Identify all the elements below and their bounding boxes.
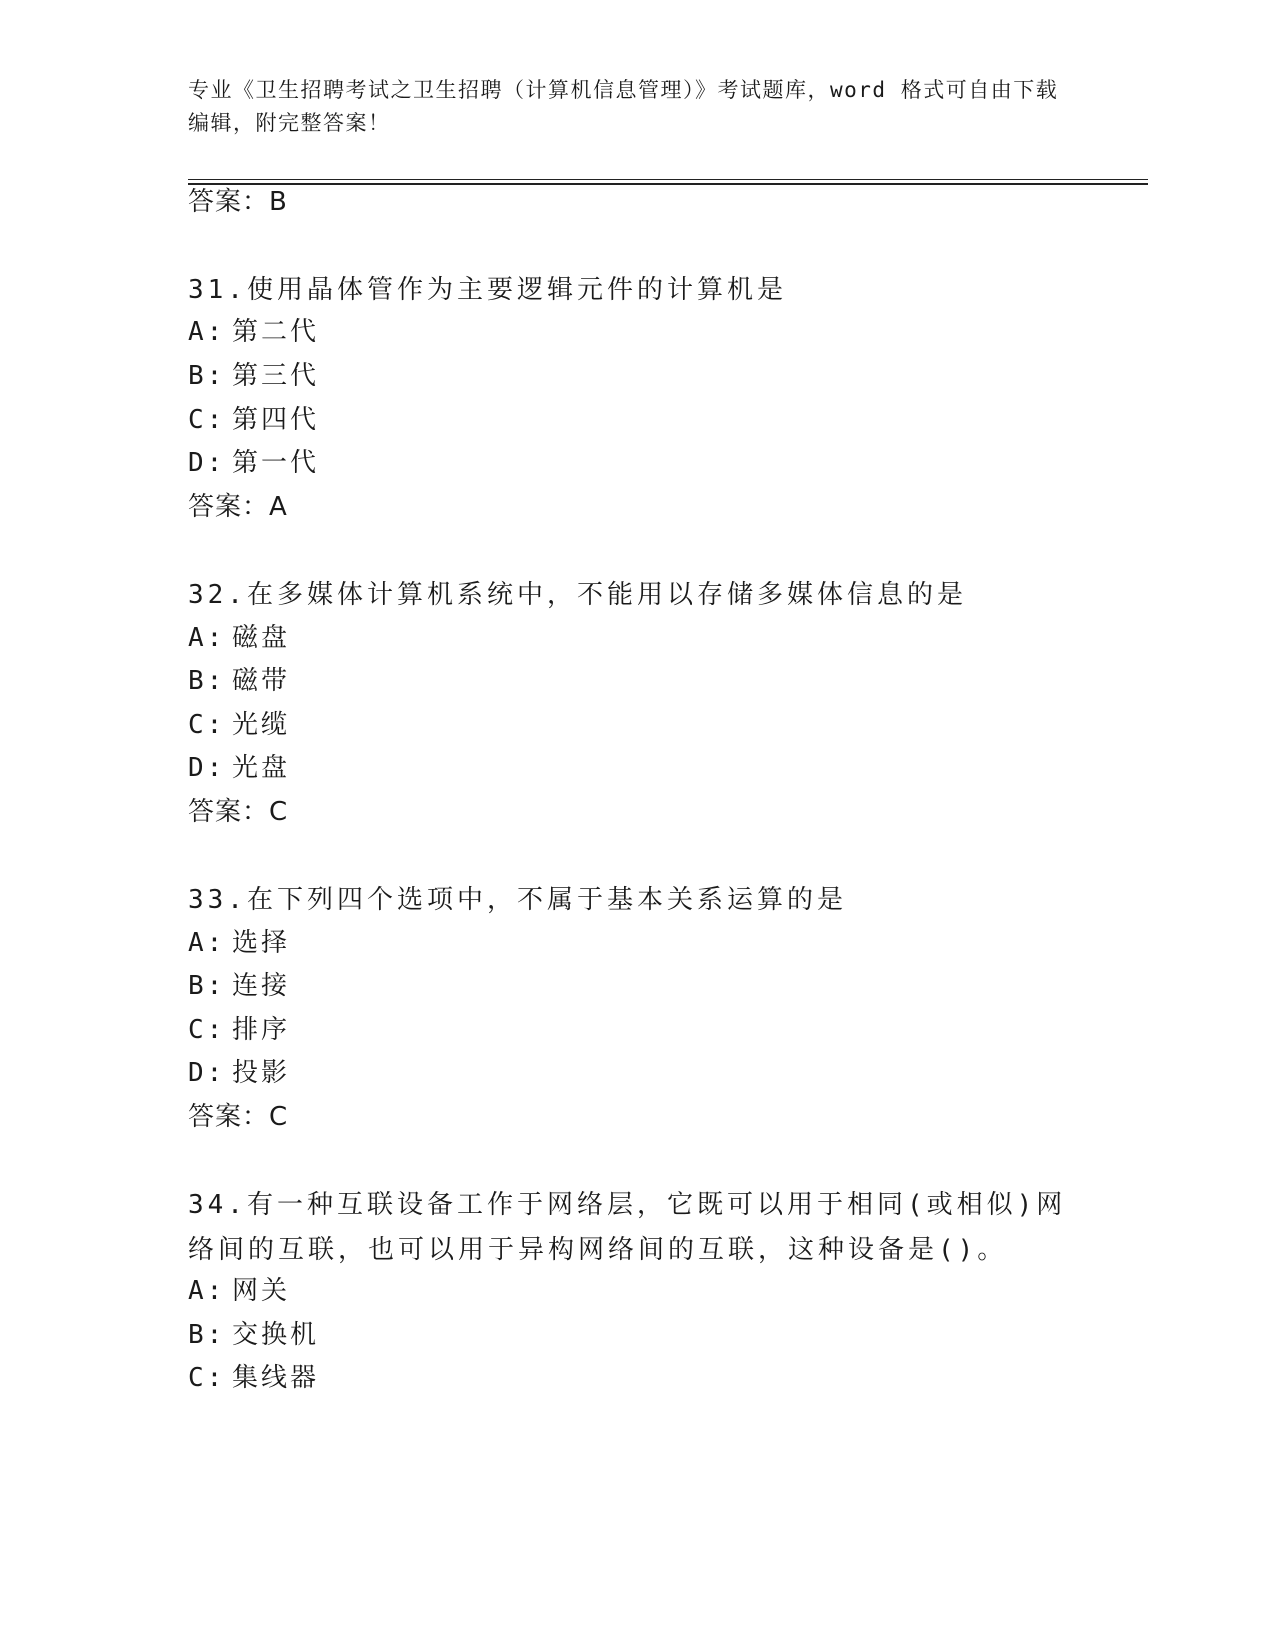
- option-key: A:: [188, 1276, 226, 1306]
- option-key: C:: [188, 710, 226, 740]
- option-text: 排序: [232, 1015, 291, 1045]
- option-text: 选择: [232, 928, 291, 958]
- option-key: B:: [188, 666, 226, 696]
- option-text: 磁带: [232, 666, 291, 696]
- question-31-stem: 31.使用晶体管作为主要逻辑元件的计算机是: [188, 275, 787, 305]
- option-key: C:: [188, 1363, 226, 1393]
- option-text: 光盘: [232, 753, 291, 783]
- option-key: D:: [188, 1058, 226, 1088]
- option-key: A:: [188, 928, 226, 958]
- option-key: B:: [188, 971, 226, 1001]
- option-text: 集线器: [232, 1363, 320, 1393]
- question-31-option-b: [188, 360, 319, 392]
- question-31-option-d: [188, 447, 319, 479]
- question-31-answer: 答案：A: [188, 492, 288, 522]
- question-31-option-c: [188, 404, 319, 436]
- question-32-answer: 答案：C: [188, 797, 289, 827]
- question-34-option-a: [188, 1275, 290, 1307]
- option-text: 连接: [232, 971, 291, 1001]
- question-32-option-d: [188, 752, 290, 784]
- option-text: 交换机: [232, 1320, 320, 1350]
- question-33-option-d: [188, 1057, 290, 1089]
- option-key: C:: [188, 405, 226, 435]
- option-text: 网关: [232, 1276, 291, 1306]
- option-key: B:: [188, 361, 226, 391]
- answer-line-prev: 答案：B: [188, 187, 288, 217]
- option-text: 第一代: [232, 448, 320, 478]
- option-key: D:: [188, 448, 226, 478]
- question-31-option-a: [188, 316, 319, 348]
- question-33-option-b: [188, 970, 290, 1002]
- option-key: A:: [188, 317, 226, 347]
- option-key: A:: [188, 623, 226, 653]
- question-33-option-c: [188, 1014, 290, 1046]
- option-text: 第三代: [232, 361, 320, 391]
- question-34-stem: 34.有一种互联设备工作于网络层，它既可以用于相同(或相似)网络间的互联，也可以用于异构网络间的互联，这种设备是()。: [188, 1190, 1067, 1265]
- option-key: C:: [188, 1015, 226, 1045]
- question-33-answer: 答案：C: [188, 1102, 289, 1132]
- option-text: 第二代: [232, 317, 320, 347]
- question-32-option-a: [188, 622, 290, 654]
- option-text: 光缆: [232, 710, 291, 740]
- option-key: D:: [188, 753, 226, 783]
- question-33-option-a: [188, 927, 290, 959]
- question-32-stem: 32.在多媒体计算机系统中，不能用以存储多媒体信息的是: [188, 580, 967, 610]
- option-text: 磁盘: [232, 623, 291, 653]
- question-34-option-c: [188, 1362, 319, 1394]
- document-header: 专业《卫生招聘考试之卫生招聘（计算机信息管理）》考试题库，word 格式可自由下载编辑，附完整答案！: [188, 78, 1059, 135]
- option-key: B:: [188, 1320, 226, 1350]
- question-34-option-b: [188, 1319, 319, 1351]
- option-text: 投影: [232, 1058, 291, 1088]
- option-text: 第四代: [232, 405, 320, 435]
- header-divider-thick: [188, 183, 1148, 185]
- header-divider-thin: [188, 179, 1148, 180]
- question-33-stem: 33.在下列四个选项中，不属于基本关系运算的是: [188, 885, 847, 915]
- question-32-option-b: [188, 665, 290, 697]
- question-32-option-c: [188, 709, 290, 741]
